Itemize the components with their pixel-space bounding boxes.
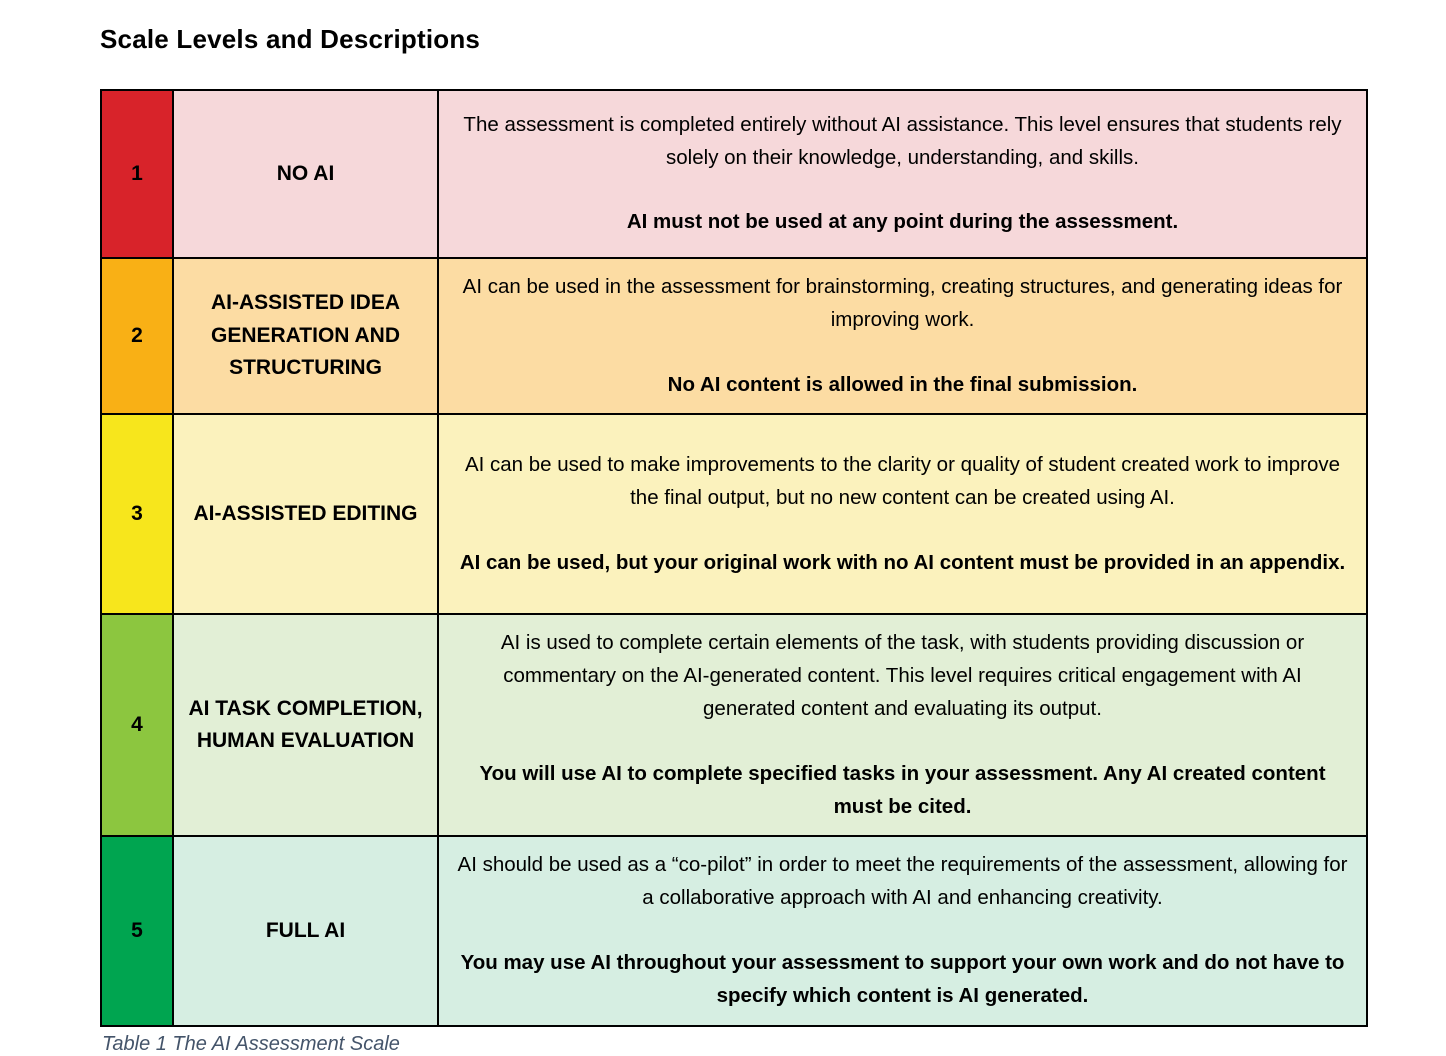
description-text: AI can be used to make improvements to the clarity or quality of student created work to improve the final output, but no new content can be created using AI. [464,453,1341,509]
description-bold-note: AI must not be used at any point during the assessment. [626,210,1179,234]
description-cell [438,614,1367,836]
description-text: AI should be used as a “co-pilot” in order to meet the requirements of the assessment, allowing for a collaborative approach with AI and enhancing creativity. [457,853,1348,910]
table-row [101,414,1367,614]
level-cell: 3 [101,414,173,614]
level-cell: 1 [101,90,173,258]
label-cell: FULL AI [173,836,438,1025]
table-row [101,614,1367,836]
page-title: Scale Levels and Descriptions [100,24,481,54]
description-cell [438,258,1367,414]
table-caption: Table 1 The AI Assessment Scale [102,1032,400,1055]
description-bold-note: You may use AI throughout your assessment to support your own work and do not have to specify which content is AI generated. [460,950,1345,1007]
description-cell [438,90,1367,258]
table-row [101,836,1367,1025]
label-cell: NO AI [173,90,438,258]
description-text: AI is used to complete certain elements of the task, with students providing discussion or commentary on the AI-generated content. This level requires critical engagement with AI generated content and evaluating its output. [500,631,1305,720]
description-text: The assessment is completed entirely without AI assistance. This level ensures that students rely solely on their knowledge, understanding, and skills. [463,112,1342,169]
level-cell: 2 [101,258,173,414]
table-row [101,90,1367,258]
description-bold-note: AI can be used, but your original work with no AI content must be provided in an appendix. [459,550,1346,574]
level-cell: 4 [101,614,173,836]
description-cell [438,414,1367,614]
level-cell: 5 [101,836,173,1025]
description-text: AI can be used in the assessment for brainstorming, creating structures, and generating ideas for improving work. [462,275,1343,331]
label-cell: AI-ASSISTED IDEA GENERATION AND STRUCTURING [173,258,438,414]
description-cell [438,836,1367,1025]
description-bold-note: No AI content is allowed in the final submission. [667,372,1138,396]
label-cell: AI-ASSISTED EDITING [173,414,438,614]
description-bold-note: You will use AI to complete specified tasks in your assessment. Any AI created content must be cited. [479,761,1326,818]
table-row [101,258,1367,414]
label-cell: AI TASK COMPLETION, HUMAN EVALUATION [173,614,438,836]
ai-assessment-scale-table [100,89,1368,1027]
